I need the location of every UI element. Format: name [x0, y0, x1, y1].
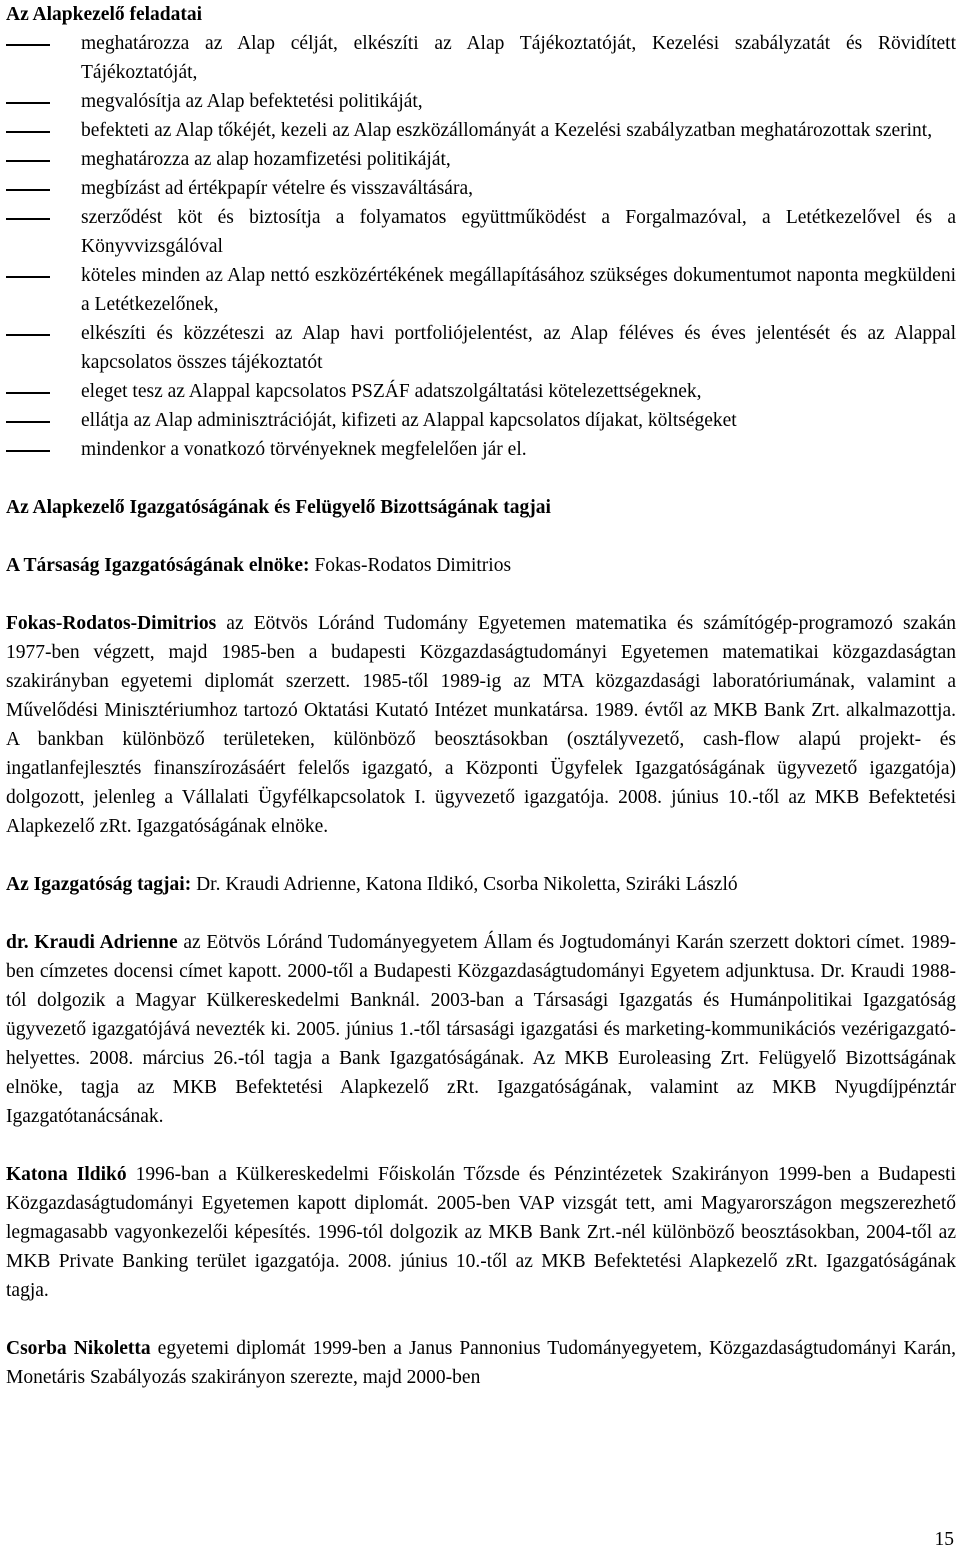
- page-number: 15: [934, 1529, 954, 1550]
- document-page: [6, 0, 956, 1392]
- bio-name: Fokas-Rodatos-Dimitrios: [6, 613, 217, 634]
- chair-label: A Társaság Igazgatóságának elnöke:: [6, 555, 310, 576]
- bio-katona: [6, 1160, 956, 1305]
- task-item: ellátja az Alap adminisztrációját, kifizeti az Alappal kapcsolatos díjakat, költségeket: [81, 410, 737, 431]
- task-item: meghatározza az alap hozamfizetési politikáját,: [81, 149, 451, 170]
- bio-fokas: [6, 609, 956, 841]
- bio-text: egyetemi diplomát 1999-ben a Janus Pannonius Tudományegyetem, Közgazdaságtudományi Karán, Monetáris Szabályozás szakirányon szerezte, majd 2000-ben: [6, 1338, 956, 1388]
- task-item: megbízást ad értékpapír vételre és visszaváltására,: [81, 178, 473, 199]
- bio-name: dr. Kraudi Adrienne: [6, 932, 178, 953]
- task-item: szerződést köt és biztosítja a folyamatos együttműködést a Forgalmazóval, a Letétkezelővel és a Könyvvizsgálóval: [81, 207, 956, 257]
- board-label: Az Igazgatóság tagjai:: [6, 874, 192, 895]
- bio-name: Katona Ildikó: [6, 1164, 127, 1185]
- bio-name: Csorba Nikoletta: [6, 1338, 151, 1359]
- bio-text: az Eötvös Lóránd Tudományegyetem Állam és Jogtudományi Karán szerzett doktori címet. 1989-ben címzetes docensi címet kapott. 2000-től a Budapesti Közgazdaságtudományi Egyetem adjunktusa. Dr. Kraudi 1988-tól dolgozik a Magyar Külkereskedelmi Banknál. 2003-ban a Társasági Igazgatás és Humánpolitikai Igazgatóság ügyvezető igazgatójává nevezték ki. 2005. június 1.-től társasági igazgatási és marketing-kommunikációs vezérigazgató-helyettes. 2008. március 26.-tól tagja a Bank Igazgatóságának. Az MKB Euroleasing Zrt. Felügyelő Bizottságának elnöke, tagja az MKB Befektetési Alapkezelő zRt. Igazgatóságának, valamint az MKB Nyugdíjpénztár Igazgatótanácsának.: [6, 932, 956, 1127]
- bio-kraudi: [6, 928, 956, 1131]
- members-heading: Az Alapkezelő Igazgatóságának és Felügyelő Bizottságának tagjai: [6, 497, 551, 518]
- board-names: Dr. Kraudi Adrienne, Katona Ildikó, Csorba Nikoletta, Sziráki László: [191, 874, 738, 895]
- task-item: eleget tesz az Alappal kapcsolatos PSZÁF adatszolgáltatási kötelezettségeknek,: [81, 381, 702, 402]
- bio-text: az Eötvös Lóránd Tudomány Egyetemen matematika és számítógép-programozó szakán 1977-ben végzett, majd 1985-ben a budapesti Közgazdaságtudományi Egyetemen matematikai közgazdaságtan szakirányban egyetemi diplomát szerzett. 1985-től 1989-ig az MTA közgazdasági laboratóriumának, valamint a Művelődési Minisztériumhoz tartozó Oktatási Kutató Intézet munkatársa. 1989. évtől az MKB Bank Zrt. alkalmazottja. A bankban különböző területeken, különböző beosztásokban (osztályvezető, cash-flow alapú projekt- és ingatlanfejlesztés finanszírozásáért felelős igazgató, a Központi Ügyfelek Igazgatóságának ügyvezető igazgatója) dolgozott, jelenleg a Vállalati Ügyfélkapcsolatok I. ügyvezető igazgatója. 2008. június 10.-től az MKB Befektetési Alapkezelő zRt. Igazgatóságának elnöke.: [6, 613, 956, 837]
- tasks-list: [6, 29, 956, 464]
- task-item: befekteti az Alap tőkéjét, kezeli az Alap eszközállományát a Kezelési szabályzatban meghatározottak szerint,: [81, 120, 933, 141]
- task-item: elkészíti és közzéteszi az Alap havi portfoliójelentést, az Alap féléves és éves jelentését és az Alappal kapcsolatos összes tájékoztatót: [81, 323, 956, 373]
- task-item: megvalósítja az Alap befektetési politikáját,: [81, 91, 423, 112]
- task-item: mindenkor a vonatkozó törvényeknek megfelelően jár el.: [81, 439, 527, 460]
- task-item: meghatározza az Alap célját, elkészíti az Alap Tájékoztatóját, Kezelési szabályzatát és Rövidített Tájékoztatóját,: [81, 33, 956, 83]
- bio-csorba: [6, 1334, 956, 1392]
- tasks-heading: Az Alapkezelő feladatai: [6, 4, 203, 25]
- board-line: [6, 870, 956, 899]
- bio-text: 1996-ban a Külkereskedelmi Főiskolán Tőzsde és Pénzintézetek Szakirányon 1999-ben a Budapesti Közgazdaságtudományi Egyetemen kapott diplomát. 2005-ben VAP vizsgát tett, ami Magyarországon megszerezhető legmagasabb vagyonkezelői képesítés. 1996-tól dolgozik az MKB Bank Zrt.-nél különböző beosztásokban, 2004-től az MKB Private Banking terület igazgatója. 2008. június 10.-től az MKB Befektetési Alapkezelő zRt. Igazgatóságának tagja.: [6, 1164, 957, 1301]
- task-item: köteles minden az Alap nettó eszközértékének megállapításához szükséges dokumentumot naponta megküldeni a Letétkezelőnek,: [81, 265, 956, 315]
- chair-name: Fokas-Rodatos Dimitrios: [309, 555, 512, 576]
- chair-line: [6, 551, 956, 580]
